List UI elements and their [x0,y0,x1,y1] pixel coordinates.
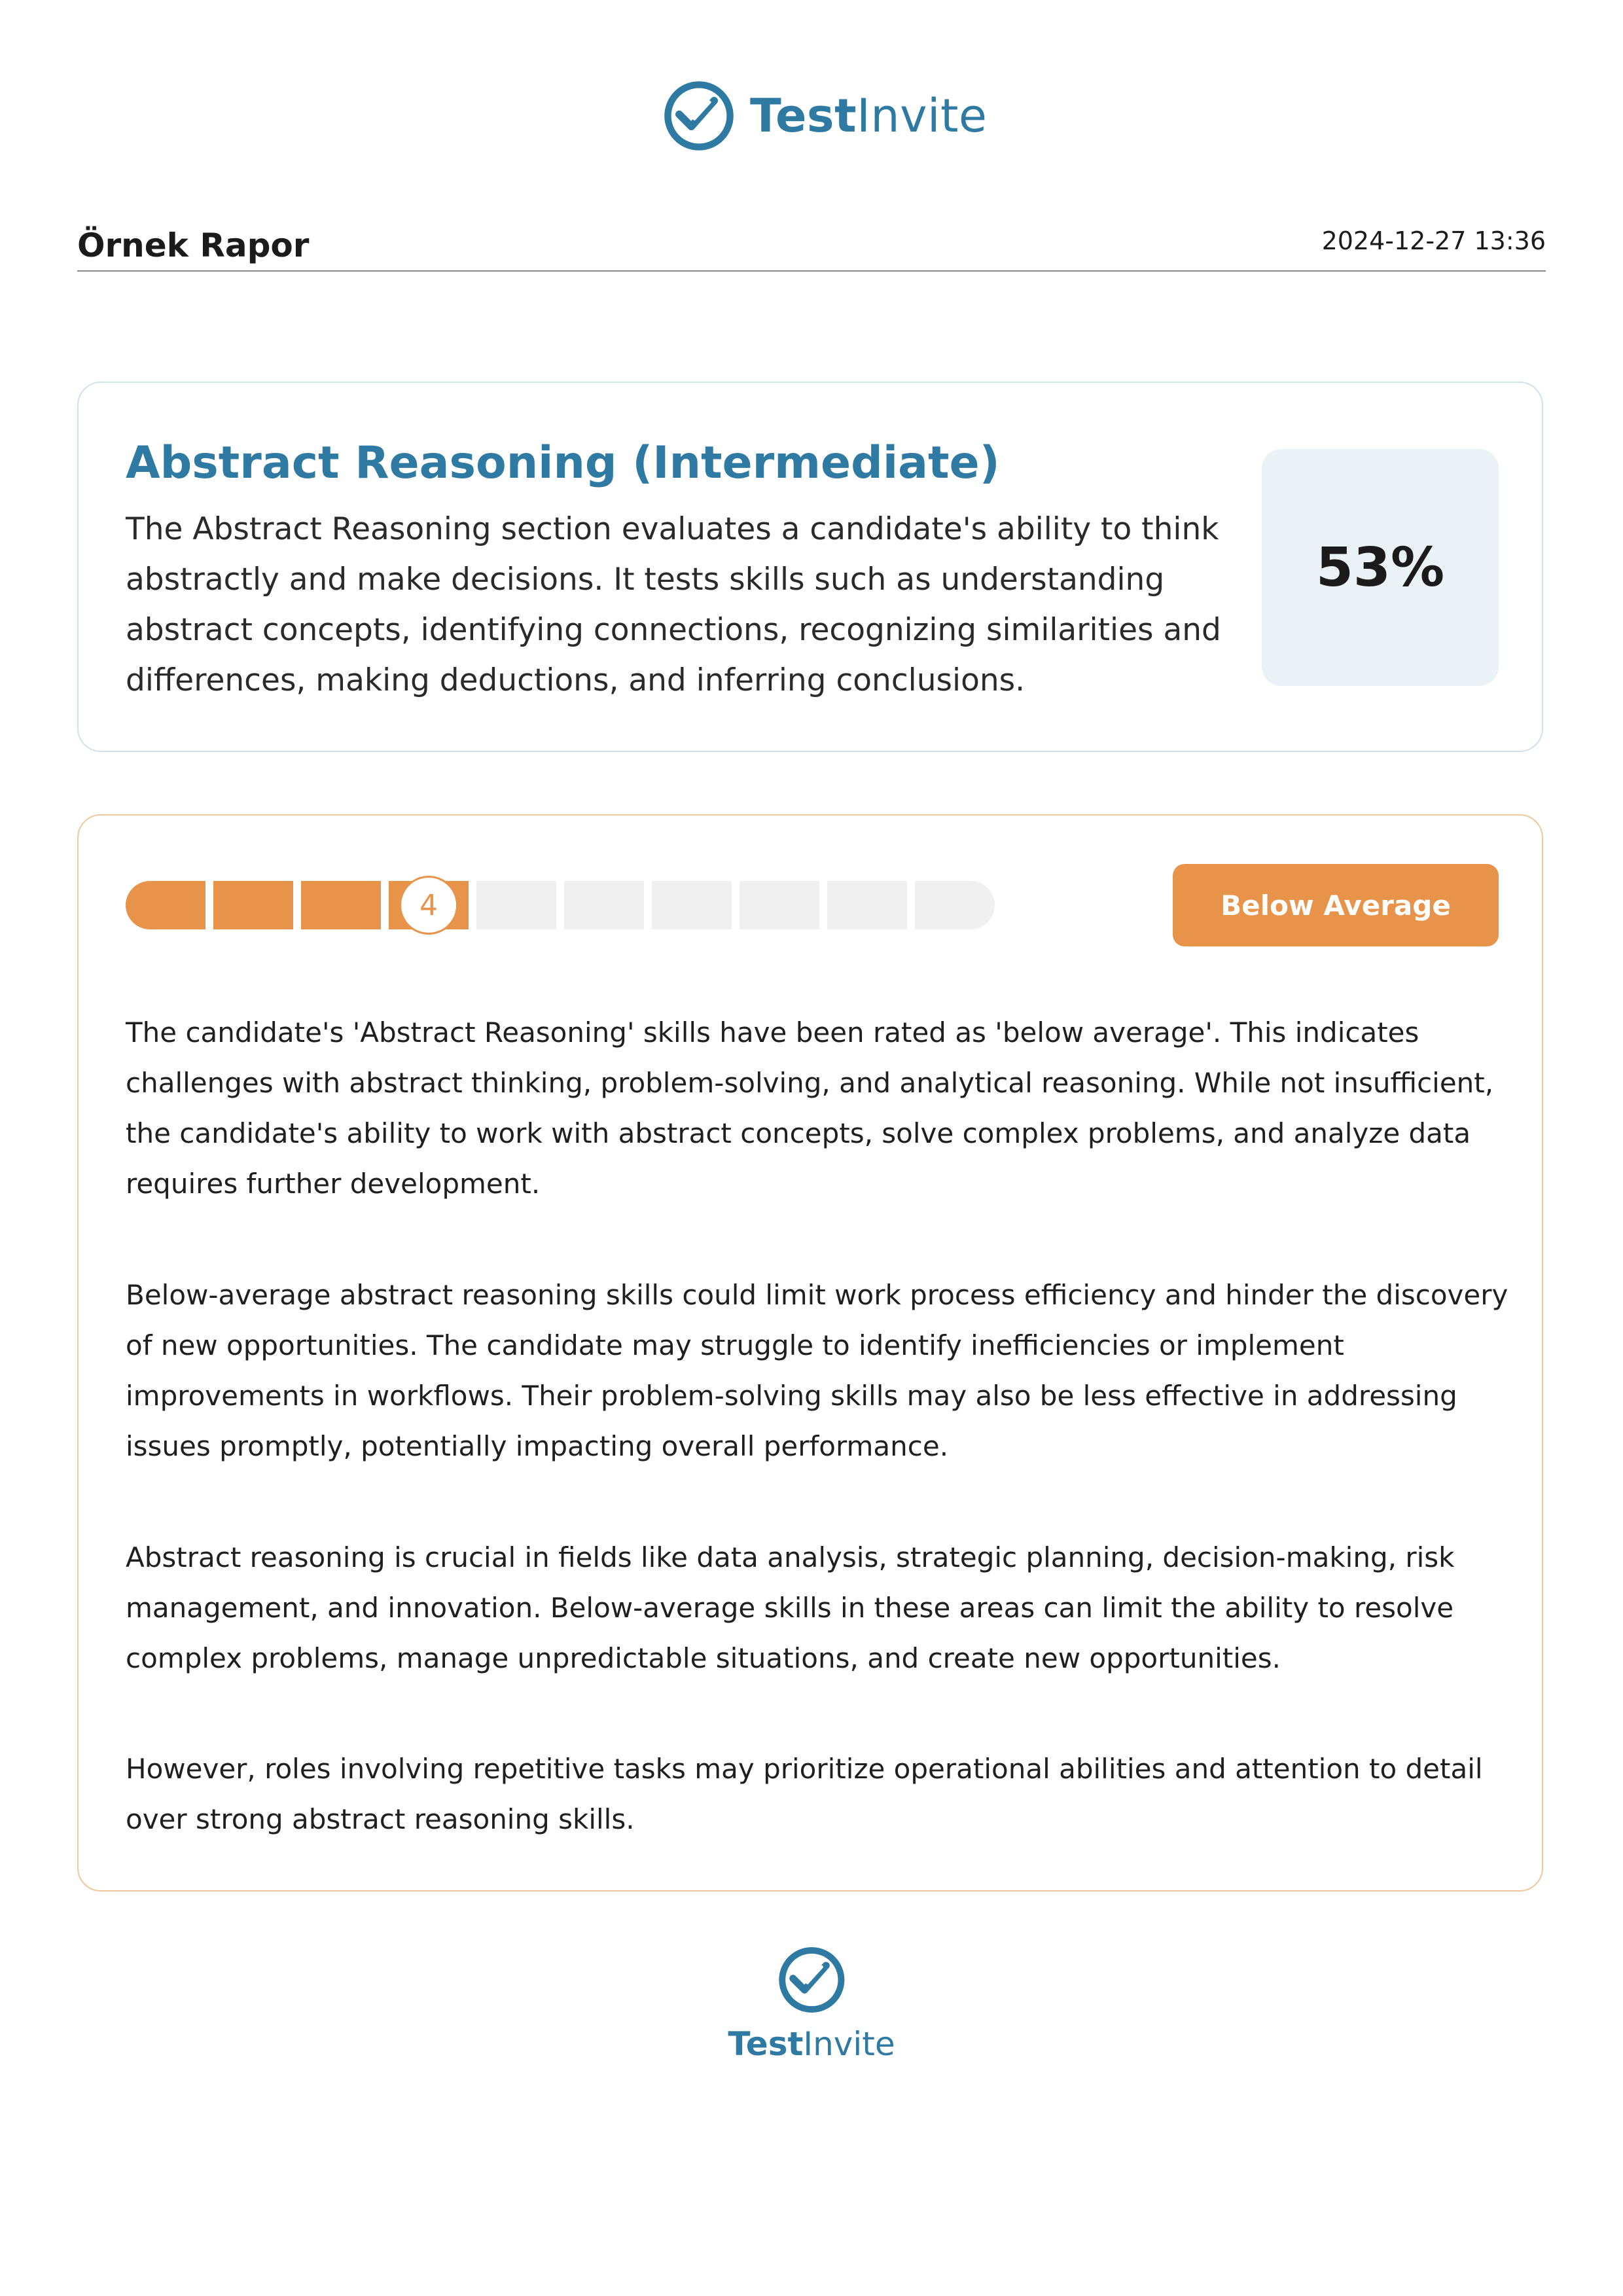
check-badge-icon [776,1944,847,2016]
footer-wordmark-bold: Test [728,2025,804,2063]
level-bar [126,881,996,929]
score-value: 53% [1315,536,1445,599]
footer-logo [728,1944,895,2063]
level-marker: 4 [399,876,458,935]
check-badge-icon [661,78,737,154]
brand-wordmark [750,89,987,143]
section-title: Abstract Reasoning (Intermediate) [126,437,1000,489]
footer-wordmark-light: Invite [803,2025,895,2063]
level-segment [915,881,995,929]
analysis-paragraph: However, roles involving repetitive tasks may prioritize operational abilities and attention to detail over strong abstract reasoning skills. [126,1753,1483,1835]
level-segment [301,881,381,929]
level-segment [827,881,907,929]
report-date: 2024-12-27 13:36 [1321,226,1546,255]
level-segment [652,881,732,929]
rating-badge: Below Average [1173,864,1499,946]
level-segment [213,881,293,929]
level-segment [476,881,556,929]
report-title: Örnek Rapor [77,226,310,264]
analysis-paragraph: Below-average abstract reasoning skills could limit work process efficiency and hinder the discovery of new opportunities. The candidate may struggle to identify inefficiencies or implement improvements in workflows. Their problem-solving skills may also be less effective in addressing issues promptly, potentially impacting overall performance. [126,1279,1508,1462]
level-segment [564,881,644,929]
analysis-paragraph: Abstract reasoning is crucial in fields like data analysis, strategic planning, decision-making, risk management, and innovation. Below-average skills in these areas can limit the ability to resolve complex problems, manage unpredictable situations, and create new opportunities. [126,1541,1455,1674]
footer-wordmark [728,2025,895,2063]
brand-wordmark-bold: Test [750,89,857,143]
analysis-paragraph: The candidate's 'Abstract Reasoning' skills have been rated as 'below average'. This indicates challenges with abstract thinking, problem-solving, and analytical reasoning. While not insufficient, the candidate's ability to work with abstract concepts, solve complex problems, and analyze data requires further development. [126,1016,1494,1200]
score-box [1262,449,1499,686]
section-description: The Abstract Reasoning section evaluates a candidate's ability to think abstractly and make decisions. It tests skills such as understanding abstract concepts, identifying connections, recognizing similarities and differences, making deductions, and inferring conclusions. [126,511,1221,698]
header-divider [77,270,1546,272]
level-segment [126,881,205,929]
brand-logo [661,73,987,158]
brand-wordmark-light: Invite [857,89,988,143]
level-segment [740,881,819,929]
